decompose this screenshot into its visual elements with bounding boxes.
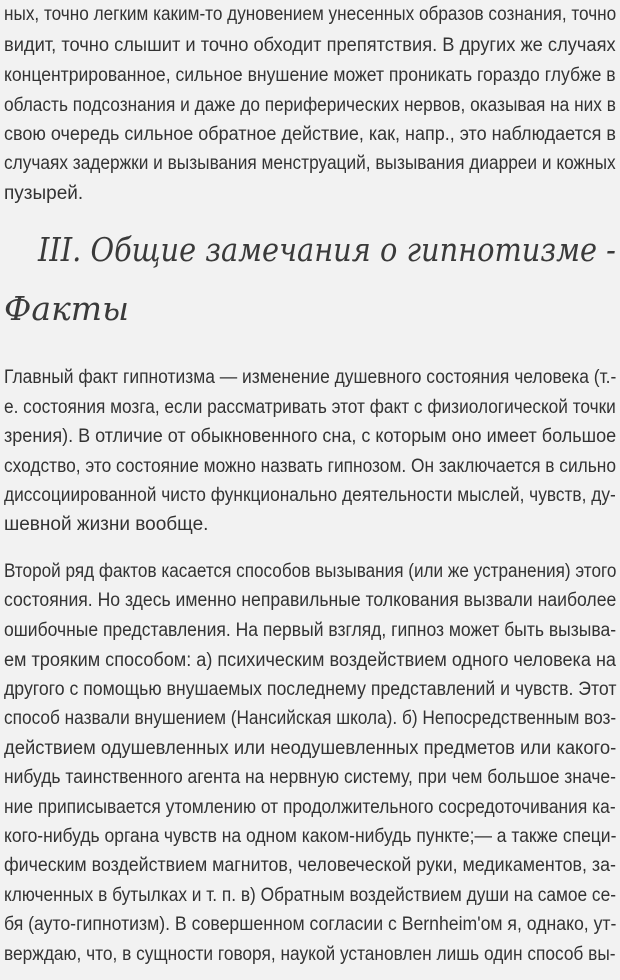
- text-line: кого-нибудь органа чувств на одном каком-нибудь пункте;— а также специ-: [4, 826, 617, 847]
- text-line: Главный факт гипнотизма — изменение душевного состояния человека (т.-: [4, 367, 617, 388]
- heading-line: Факты: [4, 289, 129, 328]
- text-line: диссоциированной чисто функционально деятельности мыслей, чувств, ду-: [4, 485, 616, 506]
- text-line: способ назвали внушением (Нансийская школа). б) Непосредственным воз-: [4, 708, 617, 729]
- text-line: ем трояким способом: а) психическим воздействием одного человека на: [4, 650, 616, 671]
- text-line: сходство, это состояние можно назвать гипнозом. Он заключается в сильно: [4, 456, 617, 477]
- text-line: состояния. Но здесь именно неправильные толкования вызвали наиболее: [4, 590, 617, 611]
- text-line: случаях задержки и вызывания менструаций, вызывания диарреи и кожных: [4, 153, 616, 174]
- text-line: ошибочные представления. На первый взгляд, гипноз может быть вызыва-: [4, 620, 617, 641]
- text-line: ключенных в бутылках и т. п. в) Обратным воздействием души на самое се-: [4, 885, 616, 906]
- heading-line: III. Общие замечания о гипнотизме -: [38, 230, 616, 269]
- text-line: действием одушевленных или неодушевленных предметов или какого-: [4, 738, 617, 759]
- text-line: Второй ряд фактов касается способов вызывания (или же устранения) этого: [4, 561, 617, 582]
- text-line: шевной жизни вообще.: [4, 514, 209, 535]
- text-line: верждаю, что, в сущности говоря, наукой установлен лишь один способ вы-: [4, 944, 616, 965]
- text-line: свою очередь сильное обратное действие, как, напр., это наблюдается в: [4, 124, 616, 145]
- text-line: зрения). В отличие от обыкновенного сна, с которым оно имеет большое: [4, 426, 617, 447]
- text-line: ние приписывается утомлению от продолжительного сосредоточивания ка-: [4, 797, 616, 818]
- text-line: другого с помощью внушаемых последнему представлений и чувств. Этот: [4, 679, 617, 700]
- text-line: видит, точно слышит и точно обходит препятствия. В других же случаях: [4, 35, 616, 56]
- text-line: ных, точно легким каким-то дуновением унесенных образов сознания, точно: [4, 4, 617, 25]
- text-line: область подсознания и даже до периферических нервов, оказывая на них в: [4, 95, 616, 116]
- text-line: фическим воздействием магнитов, человеческой руки, медикаментов, за-: [4, 855, 616, 876]
- text-line: пузырей.: [4, 183, 84, 204]
- text-line: нибудь таинственного агента на нервную систему, при чем большое значе-: [4, 767, 616, 788]
- text-line: концентрированное, сильное внушение может проникать гораздо глубже в: [4, 65, 616, 86]
- text-line: е. состояния мозга, если рассматривать этот факт с физиологической точки: [4, 397, 616, 418]
- text-line: бя (ауто-гипнотизм). В совершенном согласии с Bernheim'ом я, однако, ут-: [4, 914, 617, 935]
